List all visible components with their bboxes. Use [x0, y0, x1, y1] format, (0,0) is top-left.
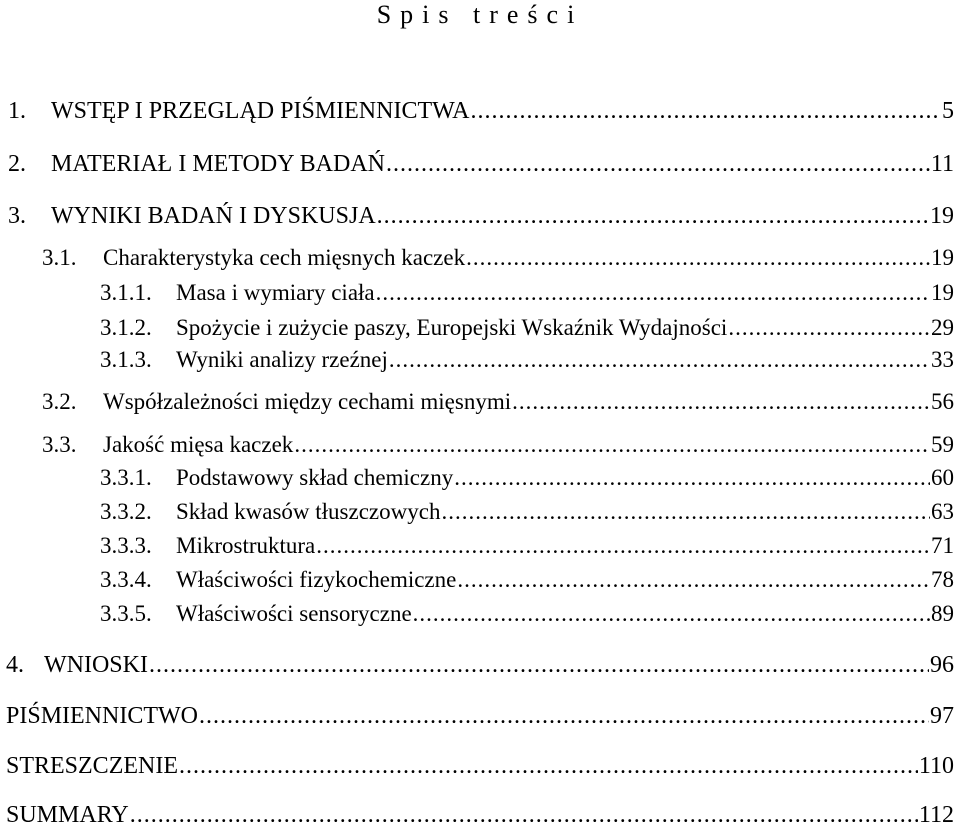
toc-entry-text: Charakterystyka cech mięsnych kaczek — [103, 245, 466, 270]
toc-entry[interactable] — [0, 430, 954, 460]
toc-entry-number: 3.1.3. — [100, 347, 152, 372]
toc-entry-text: Mikrostruktura — [176, 533, 316, 558]
toc-entry-page: 19 — [930, 203, 954, 229]
toc-entry[interactable] — [0, 497, 954, 527]
toc-entry-number: 4. — [6, 652, 24, 678]
toc-leader-dots — [377, 201, 929, 231]
toc-entry-text: WSTĘP I PRZEGLĄD PIŚMIENNICTWA — [51, 98, 470, 124]
toc-entry-text: Spożycie i zużycie paszy, Europejski Wskaźnik Wydajności — [176, 315, 728, 340]
toc-entry-text: Skład kwasów tłuszczowych — [176, 499, 441, 524]
toc-leader-dots — [316, 531, 930, 561]
toc-entry[interactable] — [0, 96, 954, 126]
toc-entry-page: 56 — [931, 389, 954, 414]
toc-leader-dots — [294, 430, 930, 460]
toc-leader-dots — [389, 345, 930, 375]
toc-entry-text: Podstawowy skład chemiczny — [176, 465, 454, 490]
toc-entry-number: 2. — [8, 151, 26, 177]
toc-entry[interactable] — [0, 701, 954, 731]
toc-entry[interactable] — [0, 800, 954, 830]
toc-entry-page: 19 — [931, 245, 954, 270]
toc-entry-text: Właściwości fizykochemiczne — [176, 567, 457, 592]
toc-entry-number: 3.1.2. — [100, 315, 152, 340]
toc-leader-dots — [466, 243, 930, 273]
toc-leader-dots — [130, 800, 918, 830]
toc-entry-number: 3. — [8, 203, 26, 229]
toc-entry-page: 96 — [930, 652, 954, 678]
toc-entry-page: 59 — [931, 432, 954, 457]
toc-entry[interactable] — [0, 463, 954, 493]
toc-entry-page: 78 — [931, 567, 954, 592]
toc-entry-page: 19 — [931, 280, 954, 305]
toc-entry-page: 97 — [930, 703, 954, 729]
toc-entry-number: 3.3.1. — [100, 465, 152, 490]
toc-entry[interactable] — [0, 201, 954, 231]
toc-entry-text: Masa i wymiary ciała — [176, 280, 375, 305]
toc-leader-dots — [457, 565, 930, 595]
toc-entry-text: Właściwości sensoryczne — [176, 601, 412, 626]
toc-entry[interactable] — [0, 149, 954, 179]
toc-entry-page: 5 — [942, 98, 954, 124]
toc-leader-dots — [470, 96, 941, 126]
toc-leader-dots — [179, 751, 918, 781]
toc-leader-dots — [728, 313, 930, 343]
toc-entry-page: 63 — [931, 499, 954, 524]
toc-entry-page: 110 — [918, 753, 954, 779]
toc-entry-text: SUMMARY — [6, 802, 129, 828]
toc-entry[interactable] — [0, 345, 954, 375]
toc-title: Spis treści — [376, 0, 584, 29]
toc-entry-page: 11 — [930, 151, 954, 177]
toc-entry[interactable] — [0, 751, 954, 781]
toc-entry-text: WNIOSKI — [44, 652, 148, 678]
toc-entry-text: Współzależności między cechami mięsnymi — [103, 389, 512, 414]
toc-entry-page: 29 — [931, 315, 954, 340]
toc-entry-number: 3.3.3. — [100, 533, 152, 558]
toc-leader-dots — [386, 149, 930, 179]
toc-entry-text: Wyniki analizy rzeźnej — [176, 347, 388, 372]
toc-entry-text: Jakość mięsa kaczek — [103, 432, 294, 457]
toc-entry-text: STRESZCZENIE — [6, 753, 178, 779]
toc-entry-page: 60 — [931, 465, 954, 490]
toc-entry[interactable] — [0, 243, 954, 273]
toc-entry-number: 3.3.5. — [100, 601, 152, 626]
toc-entry-number: 3.1.1. — [100, 280, 152, 305]
toc-entry-text: WYNIKI BADAŃ I DYSKUSJA — [51, 203, 376, 229]
toc-entry-number: 3.3.2. — [100, 499, 152, 524]
toc-entry[interactable] — [0, 599, 954, 629]
toc-entry[interactable] — [0, 313, 954, 343]
toc-leader-dots — [149, 650, 929, 680]
toc-entry[interactable] — [0, 387, 954, 417]
toc-entry-text: PIŚMIENNICTWO — [6, 703, 198, 729]
toc-leader-dots — [413, 599, 930, 629]
toc-leader-dots — [512, 387, 930, 417]
toc-entry-page: 112 — [918, 802, 954, 828]
toc-entry-page: 33 — [931, 347, 954, 372]
toc-entry[interactable] — [0, 565, 954, 595]
toc-entry-page: 89 — [931, 601, 954, 626]
toc-leader-dots — [199, 701, 929, 731]
toc-leader-dots — [441, 497, 930, 527]
toc-entry[interactable] — [0, 278, 954, 308]
toc-leader-dots — [454, 463, 930, 493]
toc-entry[interactable] — [0, 650, 954, 680]
toc-entry-number: 1. — [8, 98, 26, 124]
toc-entry-page: 71 — [931, 533, 954, 558]
toc-entry-number: 3.3. — [42, 432, 77, 457]
toc-entry-number: 3.3.4. — [100, 567, 152, 592]
toc-entry-number: 3.2. — [42, 389, 77, 414]
toc-entry[interactable] — [0, 531, 954, 561]
toc-entry-text: MATERIAŁ I METODY BADAŃ — [51, 151, 385, 177]
toc-leader-dots — [376, 278, 930, 308]
toc-entry-number: 3.1. — [42, 245, 77, 270]
